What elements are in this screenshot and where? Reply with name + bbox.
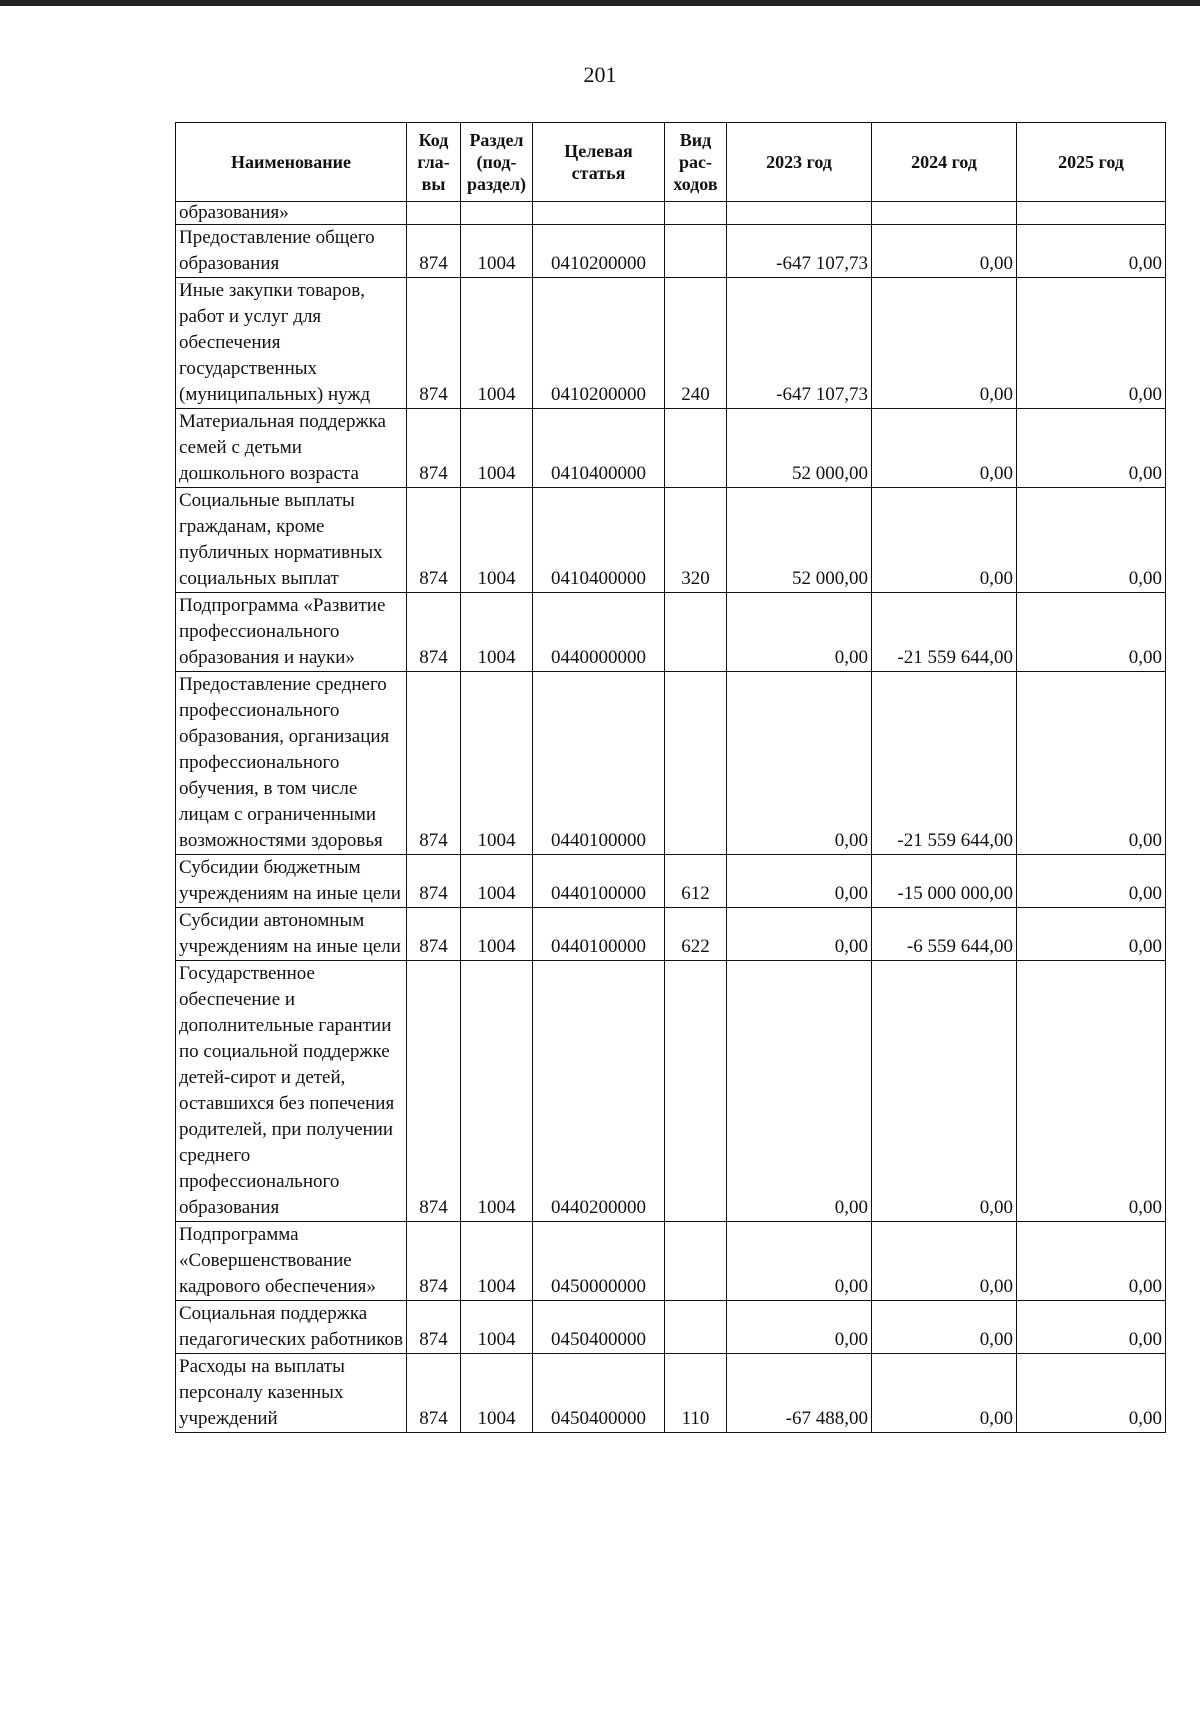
cell-section: 1004 xyxy=(461,409,533,488)
cell-target-article: 0440100000 xyxy=(533,855,665,908)
cell-section: 1004 xyxy=(461,855,533,908)
cell-year-2025: 0,00 xyxy=(1017,409,1166,488)
cell-chapter-code: 874 xyxy=(407,225,461,278)
empty-cell xyxy=(461,202,533,225)
empty-cell xyxy=(665,202,727,225)
cell-expense-kind: 320 xyxy=(665,488,727,593)
cell-section: 1004 xyxy=(461,908,533,961)
empty-cell xyxy=(872,202,1017,225)
cell-name: Социальная поддержка педагогических работников xyxy=(176,1301,407,1354)
header-target-article: Целевая статья xyxy=(533,123,665,202)
table-row xyxy=(176,409,1166,488)
cell-year-2023: -647 107,73 xyxy=(727,278,872,409)
cell-year-2023: -67 488,00 xyxy=(727,1354,872,1433)
cell-section: 1004 xyxy=(461,225,533,278)
cell-name: Подпрограмма «Совершенствование кадрового обеспечения» xyxy=(176,1222,407,1301)
cell-target-article: 0440100000 xyxy=(533,908,665,961)
cell-section: 1004 xyxy=(461,488,533,593)
cell-year-2024: 0,00 xyxy=(872,488,1017,593)
cell-chapter-code: 874 xyxy=(407,409,461,488)
cell-chapter-code: 874 xyxy=(407,1301,461,1354)
cell-expense-kind xyxy=(665,225,727,278)
table-row xyxy=(176,278,1166,409)
cell-name: Иные закупки товаров, работ и услуг для обеспечения государственных (муниципальных) нужд xyxy=(176,278,407,409)
table-row xyxy=(176,672,1166,855)
cell-section: 1004 xyxy=(461,672,533,855)
header-year-2024: 2024 год xyxy=(872,123,1017,202)
cell-year-2025: 0,00 xyxy=(1017,1222,1166,1301)
cell-year-2025: 0,00 xyxy=(1017,908,1166,961)
table-row xyxy=(176,1222,1166,1301)
cell-target-article: 0410400000 xyxy=(533,488,665,593)
cell-chapter-code: 874 xyxy=(407,672,461,855)
cell-year-2024: -15 000 000,00 xyxy=(872,855,1017,908)
cell-chapter-code: 874 xyxy=(407,1222,461,1301)
cell-year-2024: 0,00 xyxy=(872,1301,1017,1354)
cell-year-2025: 0,00 xyxy=(1017,672,1166,855)
table-row xyxy=(176,225,1166,278)
cell-name: Субсидии автономным учреждениям на иные цели xyxy=(176,908,407,961)
cell-year-2025: 0,00 xyxy=(1017,1301,1166,1354)
cell-expense-kind xyxy=(665,672,727,855)
table-row xyxy=(176,488,1166,593)
scan-top-edge xyxy=(0,0,1200,6)
cell-year-2023: 0,00 xyxy=(727,1222,872,1301)
cell-target-article: 0440000000 xyxy=(533,593,665,672)
budget-table xyxy=(175,122,1166,1433)
cell-year-2023: 52 000,00 xyxy=(727,409,872,488)
cell-target-article: 0450400000 xyxy=(533,1354,665,1433)
empty-cell xyxy=(727,202,872,225)
cell-year-2023: 0,00 xyxy=(727,672,872,855)
cell-name: Предоставление среднего профессионального образования, организация профессионального обучения, в том числе лицам с ограниченными возможностями здоровья xyxy=(176,672,407,855)
cell-expense-kind xyxy=(665,1222,727,1301)
cell-name: Подпрограмма «Развитие профессионального образования и науки» xyxy=(176,593,407,672)
cell-expense-kind xyxy=(665,409,727,488)
cell-target-article: 0410400000 xyxy=(533,409,665,488)
table-row xyxy=(176,1354,1166,1433)
table-row xyxy=(176,855,1166,908)
cell-year-2023: -647 107,73 xyxy=(727,225,872,278)
cell-year-2025: 0,00 xyxy=(1017,855,1166,908)
cell-year-2025: 0,00 xyxy=(1017,961,1166,1222)
cell-year-2023: 0,00 xyxy=(727,593,872,672)
cell-year-2024: -21 559 644,00 xyxy=(872,593,1017,672)
cell-section: 1004 xyxy=(461,1354,533,1433)
header-expense-kind: Вид рас- ходов xyxy=(665,123,727,202)
cell-target-article: 0410200000 xyxy=(533,278,665,409)
cell-section: 1004 xyxy=(461,1222,533,1301)
cell-year-2023: 52 000,00 xyxy=(727,488,872,593)
cell-expense-kind: 622 xyxy=(665,908,727,961)
cell-target-article: 0440200000 xyxy=(533,961,665,1222)
table-row xyxy=(176,961,1166,1222)
cell-expense-kind xyxy=(665,593,727,672)
continuation-text: образования» xyxy=(176,202,407,225)
table-row xyxy=(176,1301,1166,1354)
cell-name: Материальная поддержка семей с детьми дошкольного возраста xyxy=(176,409,407,488)
cell-year-2024: -6 559 644,00 xyxy=(872,908,1017,961)
cell-name: Субсидии бюджетным учреждениям на иные цели xyxy=(176,855,407,908)
cell-chapter-code: 874 xyxy=(407,1354,461,1433)
cell-year-2025: 0,00 xyxy=(1017,1354,1166,1433)
cell-year-2024: -21 559 644,00 xyxy=(872,672,1017,855)
cell-expense-kind xyxy=(665,961,727,1222)
header-chapter-code: Код гла- вы xyxy=(407,123,461,202)
cell-section: 1004 xyxy=(461,961,533,1222)
cell-year-2025: 0,00 xyxy=(1017,278,1166,409)
cell-expense-kind: 240 xyxy=(665,278,727,409)
continuation-row xyxy=(176,202,1166,225)
cell-target-article: 0410200000 xyxy=(533,225,665,278)
empty-cell xyxy=(533,202,665,225)
cell-chapter-code: 874 xyxy=(407,908,461,961)
table-row xyxy=(176,908,1166,961)
cell-chapter-code: 874 xyxy=(407,488,461,593)
header-year-2025: 2025 год xyxy=(1017,123,1166,202)
empty-cell xyxy=(1017,202,1166,225)
cell-year-2024: 0,00 xyxy=(872,278,1017,409)
cell-name: Расходы на выплаты персоналу казенных учреждений xyxy=(176,1354,407,1433)
table-row xyxy=(176,593,1166,672)
cell-chapter-code: 874 xyxy=(407,961,461,1222)
cell-year-2025: 0,00 xyxy=(1017,225,1166,278)
cell-expense-kind: 612 xyxy=(665,855,727,908)
cell-year-2024: 0,00 xyxy=(872,961,1017,1222)
cell-year-2025: 0,00 xyxy=(1017,488,1166,593)
cell-name: Предоставление общего образования xyxy=(176,225,407,278)
cell-year-2024: 0,00 xyxy=(872,1354,1017,1433)
cell-year-2023: 0,00 xyxy=(727,1301,872,1354)
cell-target-article: 0450400000 xyxy=(533,1301,665,1354)
cell-chapter-code: 874 xyxy=(407,855,461,908)
cell-section: 1004 xyxy=(461,593,533,672)
cell-year-2024: 0,00 xyxy=(872,1222,1017,1301)
cell-section: 1004 xyxy=(461,278,533,409)
page-number: 201 xyxy=(583,62,617,87)
cell-target-article: 0450000000 xyxy=(533,1222,665,1301)
header-name: Наименование xyxy=(176,123,407,202)
header-section: Раздел (под- раздел) xyxy=(461,123,533,202)
cell-year-2025: 0,00 xyxy=(1017,593,1166,672)
table-header-row xyxy=(176,123,1166,202)
cell-year-2023: 0,00 xyxy=(727,961,872,1222)
cell-name: Социальные выплаты гражданам, кроме публичных нормативных социальных выплат xyxy=(176,488,407,593)
cell-expense-kind xyxy=(665,1301,727,1354)
header-year-2023: 2023 год xyxy=(727,123,872,202)
empty-cell xyxy=(407,202,461,225)
cell-chapter-code: 874 xyxy=(407,593,461,672)
cell-section: 1004 xyxy=(461,1301,533,1354)
cell-year-2024: 0,00 xyxy=(872,409,1017,488)
cell-expense-kind: 110 xyxy=(665,1354,727,1433)
cell-name: Государственное обеспечение и дополнительные гарантии по социальной поддержке детей-сирот и детей, оставшихся без попечения родителей, при получении среднего профессионального образования xyxy=(176,961,407,1222)
cell-year-2023: 0,00 xyxy=(727,855,872,908)
cell-year-2024: 0,00 xyxy=(872,225,1017,278)
cell-target-article: 0440100000 xyxy=(533,672,665,855)
cell-chapter-code: 874 xyxy=(407,278,461,409)
cell-year-2023: 0,00 xyxy=(727,908,872,961)
